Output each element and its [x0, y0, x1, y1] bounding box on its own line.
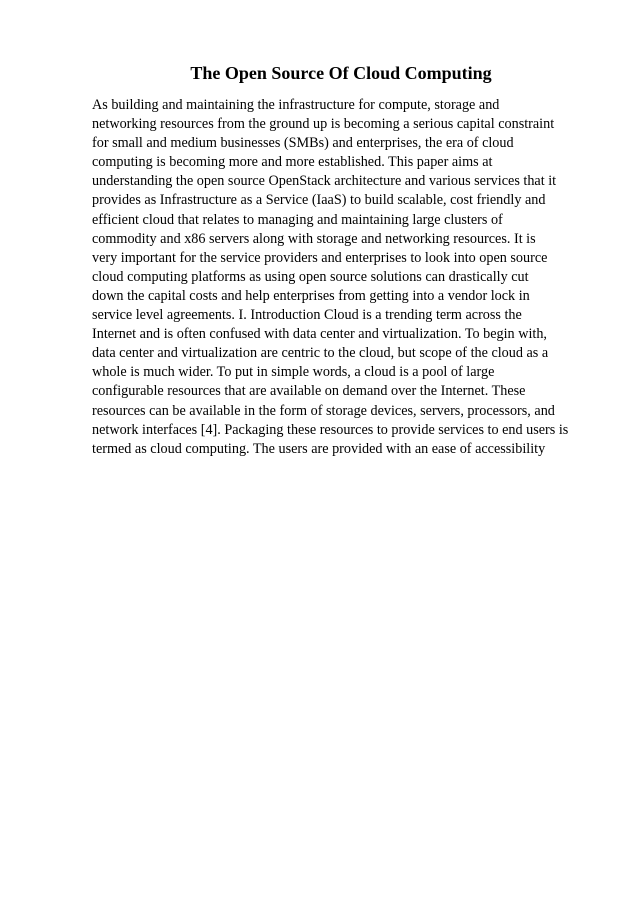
body-line: resources can be available in the form of storage devices, servers, processors, and [92, 402, 555, 419]
body-line: down the capital costs and help enterprises from getting into a vendor lock in [92, 287, 530, 304]
document-title: The Open Source Of Cloud Computing [190, 63, 492, 83]
body-line: commodity and x86 servers along with storage and networking resources. It is [92, 230, 536, 247]
body-line: Internet and is often confused with data center and virtualization. To begin with, [92, 326, 547, 343]
body-line: computing is becoming more and more established. This paper aims at [92, 154, 493, 171]
body-line: for small and medium businesses (SMBs) and enterprises, the era of cloud [92, 135, 514, 152]
body-line: whole is much wider. To put in simple words, a cloud is a pool of large [92, 364, 495, 381]
body-line: As building and maintaining the infrastructure for compute, storage and [92, 97, 500, 113]
body-line: data center and virtualization are centric to the cloud, but scope of the cloud as a [92, 345, 549, 362]
body-line: networking resources from the ground up is becoming a serious capital constraint [92, 116, 555, 133]
body-line: cloud computing platforms as using open source solutions can drastically cut [92, 268, 529, 285]
body-line: provides as Infrastructure as a Service (IaaS) to build scalable, cost friendly and [92, 192, 546, 209]
body-line: very important for the service providers and enterprises to look into open source [92, 249, 548, 266]
body-line: understanding the open source OpenStack architecture and various services that it [92, 173, 557, 190]
body-line: efficient cloud that relates to managing and maintaining large clusters of [92, 211, 503, 228]
body-line: configurable resources that are available on demand over the Internet. These [92, 383, 526, 400]
body-line: termed as cloud computing. The users are provided with an ease of accessibility [92, 440, 546, 457]
body-line: service level agreements. I. Introduction Cloud is a trending term across the [92, 307, 522, 324]
document-body [92, 96, 592, 459]
body-line: network interfaces [4]. Packaging these resources to provide services to end users is [92, 421, 569, 438]
